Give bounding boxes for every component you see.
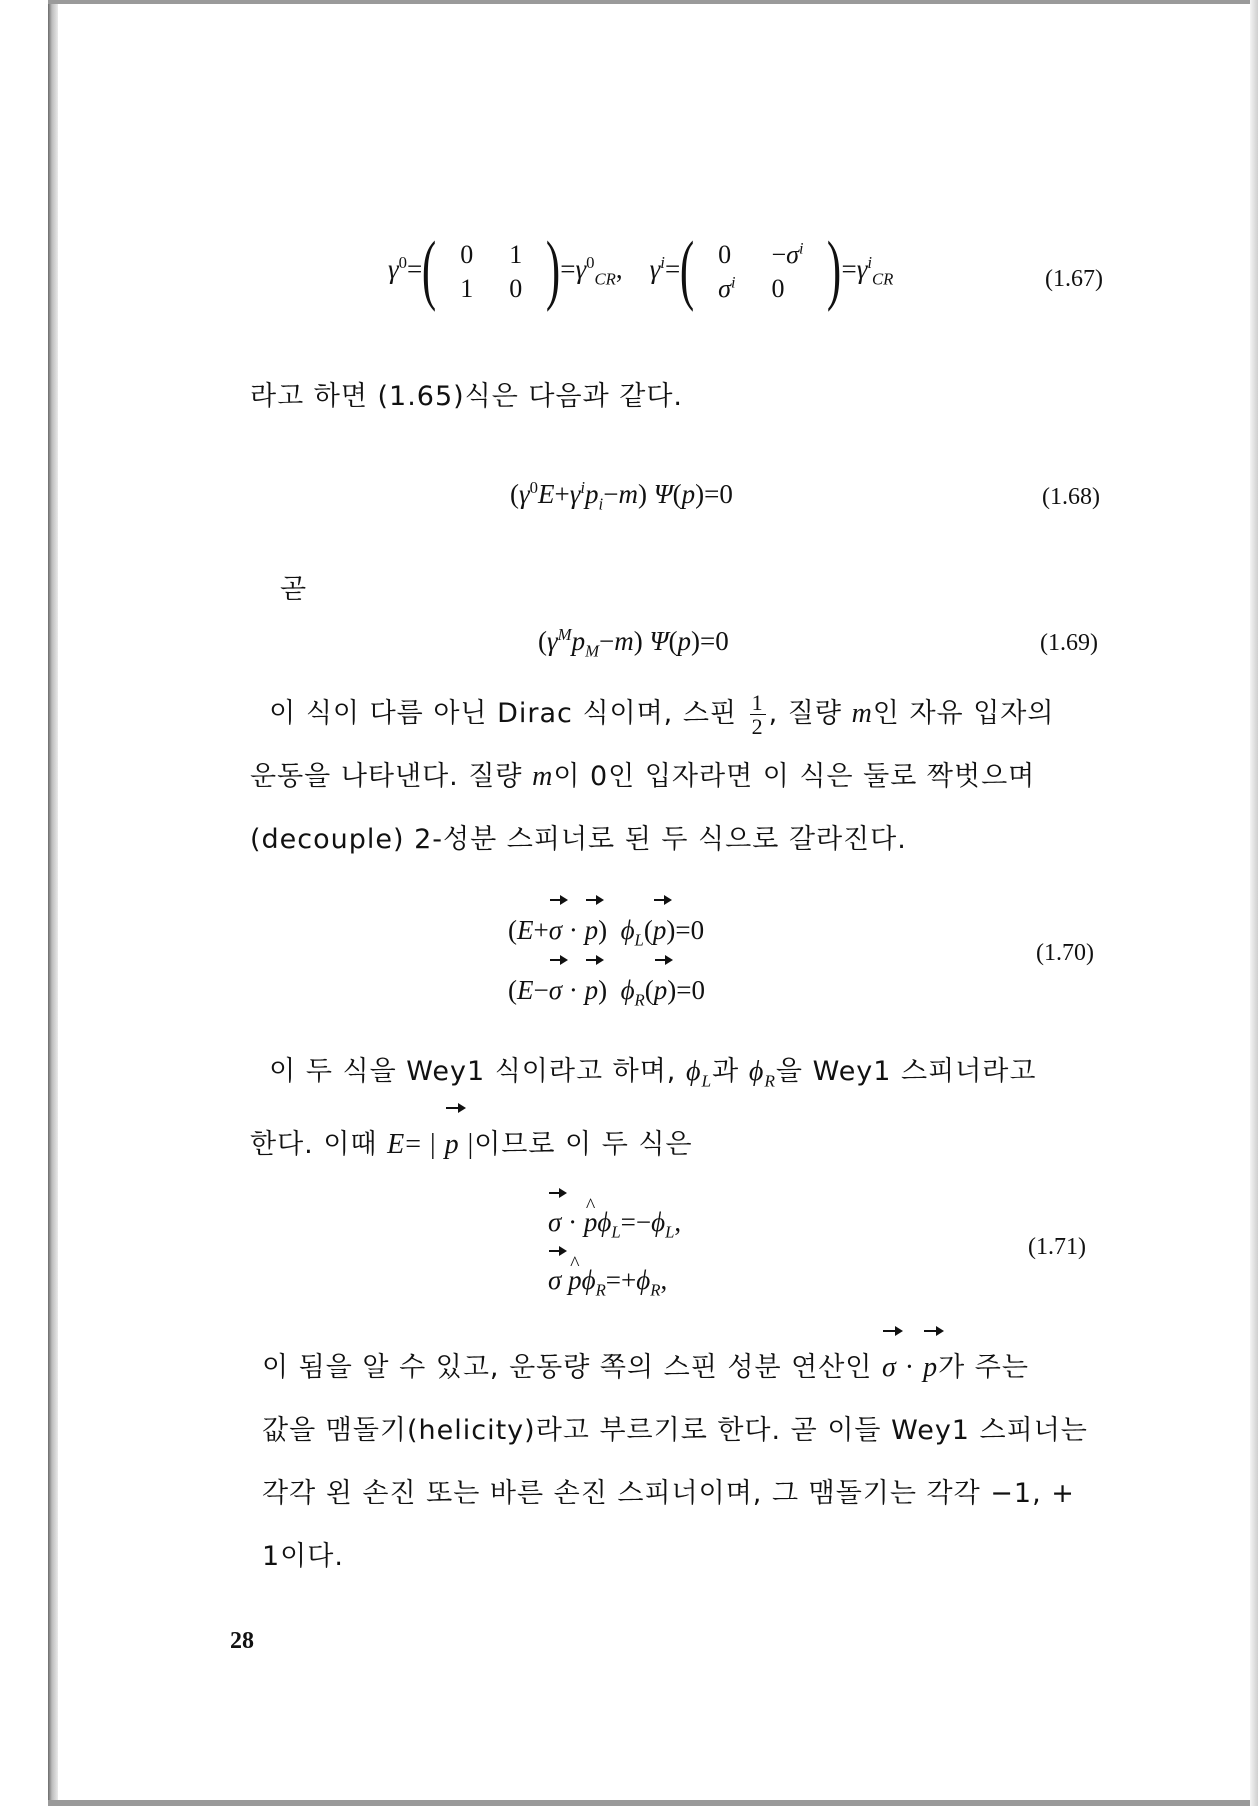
para3-line2-mass: m: [532, 761, 554, 792]
equation-1-67: $\gamma^0=$ ( 0 1 1 0 ) $=\gamma^0_{CR}$, $\gamma^i=$ ( 0 $-\sigma^i$ $\sigma^i$ 0 ) $=\gamma^i_{CR}$: [388, 225, 894, 312]
equation-1-70-line2: (E−σ · p) $\phi_R(p)=0$: [508, 965, 705, 1025]
para3-text-a: 이 식이 다름 아닌 Dirac 식이며, 스핀: [269, 698, 738, 729]
equation-1-70: [508, 905, 705, 1026]
para3-mass: m: [851, 698, 873, 729]
equation-number: (1.67): [1045, 266, 1103, 292]
equation-number: (1.69): [1040, 630, 1098, 656]
equation-number: (1.71): [1028, 1234, 1086, 1260]
equation-1-70-line1: (E+σ · p) $\phi_L(p)=0$: [508, 905, 705, 965]
para3-text-b: , 질량: [768, 698, 842, 729]
equation-1-68: $(\gamma^0E+\gamma^ip_i-m)$ Ψ(p)=0: [510, 478, 733, 514]
equation-1-69: $(\gamma^Mp_M-m)$ Ψ(p)=0: [538, 625, 729, 661]
book-spine-edge: [48, 0, 58, 1806]
para4-line1-a: 이 두 식을 Wey1 식이라고 하며,: [269, 1056, 677, 1087]
fraction-one-half: [750, 691, 766, 738]
para4-line1-c: 을 Wey1 스피너라고: [775, 1056, 1037, 1087]
page-right-edge: [1250, 0, 1258, 1806]
equation-1-71: [548, 1198, 681, 1315]
paragraph-3: [250, 682, 1130, 871]
paragraph-1: 라고 하면 (1.65)식은 다음과 같다.: [250, 381, 683, 412]
paragraph-2: 곧: [280, 574, 308, 605]
para5-line2: 값을 맴돌기(helicity)라고 부르기로 한다. 곧 이들 Wey1 스피너는: [262, 1415, 1088, 1446]
paragraph-5: 이 됨을 알 수 있고, 운동량 쪽의 스핀 성분 연산인 σ · p가 주는 값을 맴돌기(helicity)라고 부르기로 한다. 곧 이들 Wey1 스피너는 각각 왼 손진 또는 바른 손진 스피너이며, 그 맴돌기는 각각 −1, + 1이다.: [262, 1336, 1134, 1588]
para4-line1-b: 과: [712, 1056, 740, 1087]
matrix-gamma0: ( 0 1 1 0 ): [422, 225, 561, 312]
para5-line1-b: 가 주는: [938, 1352, 1029, 1383]
frac-denominator: 2: [751, 714, 764, 739]
para4-line2-a: 한다. 이때: [250, 1128, 378, 1160]
equation-number: (1.70): [1036, 940, 1094, 966]
matrix-gammai: ( 0 $-\sigma^i$ $\sigma^i$ 0 ): [680, 225, 842, 312]
para3-line2-a: 운동을 나타낸다. 질량: [250, 761, 523, 792]
para3-line2-b: 이 0인 입자라면 이 식은 둘로 짝벗으며: [553, 761, 1036, 792]
page-bottom-edge: [48, 1800, 1258, 1806]
page-number: 28: [230, 1628, 254, 1654]
para3-line3: (decouple) 2-성분 스피너로 된 두 식으로 갈라진다.: [250, 824, 907, 855]
para4-line2-b: 이므로 이 두 식은: [474, 1128, 693, 1160]
paragraph-4: 이 두 식을 Wey1 식이라고 하며, $\phi_L$과 $\phi_R$을 Wey1 스피너라고 한다. 이때 E= | p |이므로 이 두 식은: [250, 1040, 1130, 1176]
para5-line3: 각각 왼 손진 또는 바른 손진 스피너이며, 그 맴돌기는 각각 −1, +: [262, 1478, 1075, 1509]
para5-line4: 1이다.: [262, 1541, 344, 1572]
equation-1-71-line1: σ · ^ $p\phi_L=-\phi_L$,: [548, 1198, 681, 1256]
frac-numerator: 1: [751, 689, 764, 715]
para5-line1-a: 이 됨을 알 수 있고, 운동량 쪽의 스핀 성분 연산인: [262, 1352, 873, 1383]
para3-text-c: 인 자유 입자의: [872, 698, 1055, 729]
equation-1-71-line2: σ ^ $p\phi_R=+\phi_R$,: [548, 1256, 681, 1314]
equation-number: (1.68): [1042, 484, 1100, 510]
